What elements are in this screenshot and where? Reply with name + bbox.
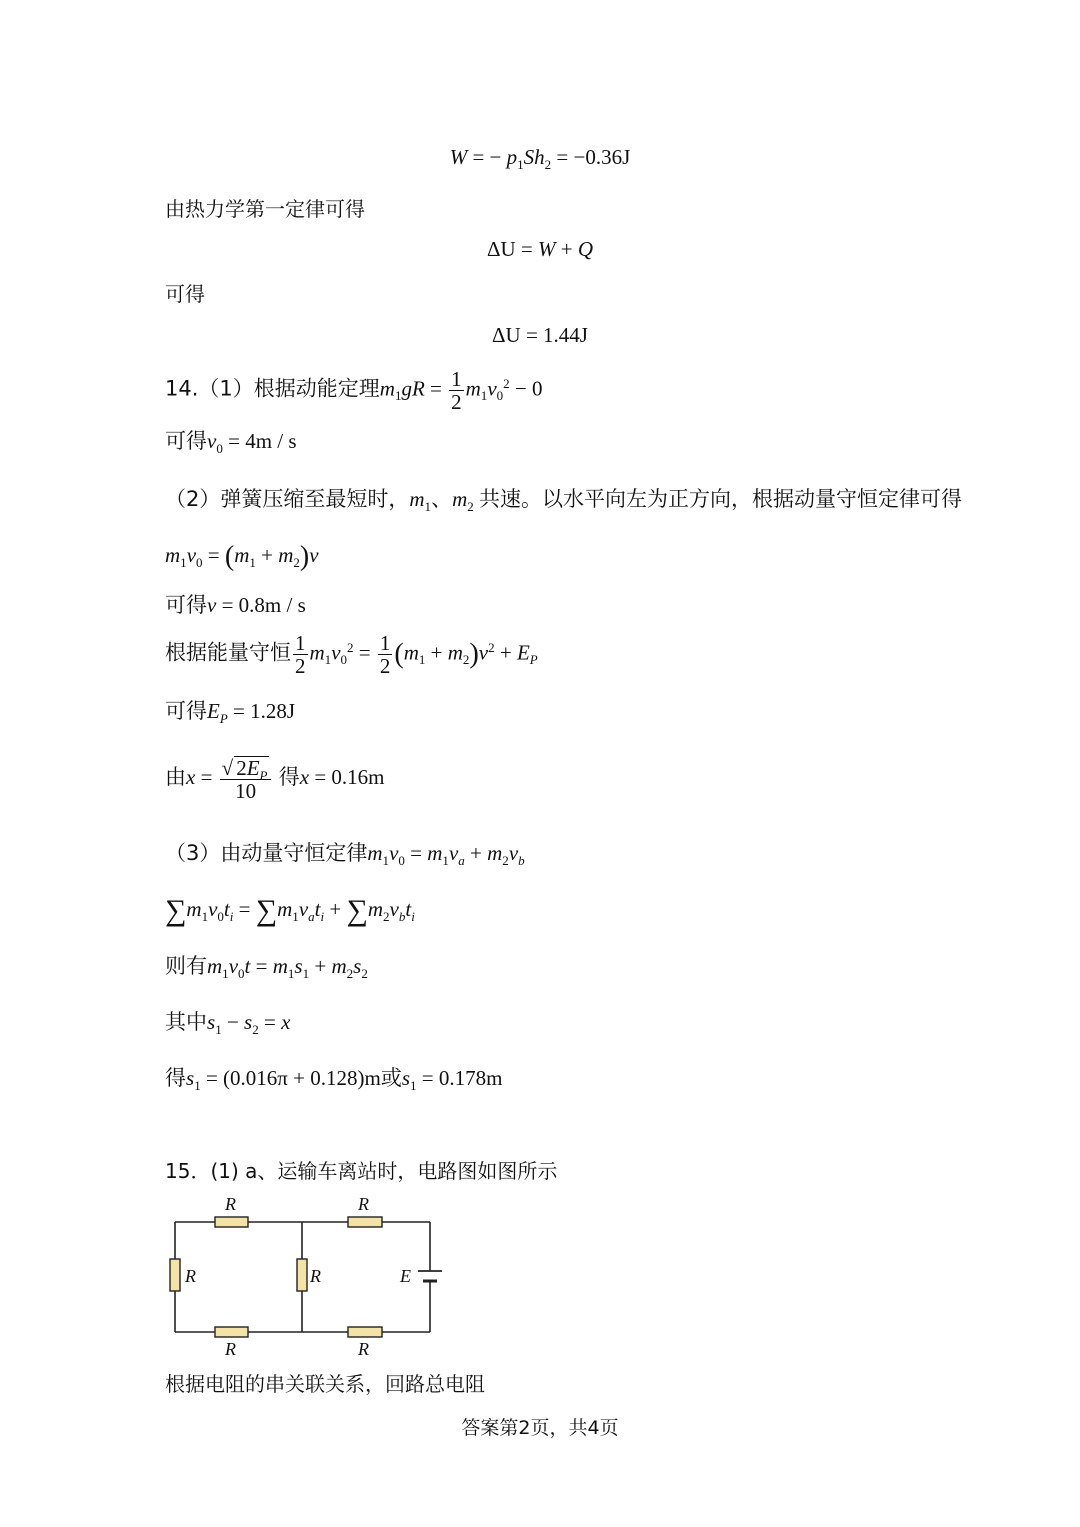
text-first-law-intro: 由热力学第一定律可得 bbox=[165, 197, 365, 221]
circuit-diagram bbox=[160, 1190, 460, 1365]
q14-v: 可得v = 0.8m / s bbox=[165, 593, 306, 617]
q14-sum-eq: $\sum m_1v_0t_i = \sum m_1v_at_i + \sum m_2v_bt_i$ bbox=[165, 894, 415, 927]
resistor-left bbox=[170, 1259, 180, 1291]
resistor-middle bbox=[297, 1259, 307, 1291]
resistor-bottom-left bbox=[215, 1327, 248, 1337]
q14-ep: 可得$E_P = 1.28J$ bbox=[165, 699, 296, 726]
text-kede: 可得 bbox=[165, 282, 205, 306]
resistor-top-left bbox=[215, 1217, 248, 1227]
q15-part1-text: 15．(1) a、运输车离站时，电路图如图所示 bbox=[165, 1159, 558, 1183]
q14-v0: 可得$v_0 = 4m / s$ bbox=[165, 429, 297, 456]
equation-work: W = − $p_1Sh_2 = -0.36J$ bbox=[449, 145, 631, 172]
q14-where: 其中$s_1 - s_2 = x$ bbox=[165, 1010, 291, 1037]
q14-x: 由x = $\frac{√ 2E_P}{10}$ 得x = 0.16m bbox=[165, 756, 385, 804]
q15-after-text: 根据电阻的串关联关系，回路总电阻 bbox=[165, 1372, 485, 1396]
q14-then: 则有$m_1v_0t = m_1s_1 + m_2s_2$ bbox=[165, 954, 368, 981]
equation-dU-result: ΔU = 1.44J bbox=[492, 323, 588, 347]
label-r-top-right: R bbox=[358, 1194, 369, 1214]
label-r-left: R bbox=[185, 1266, 196, 1286]
q14-momentum-eq: $m_1v_0 = (m_1 + m_2)v$ bbox=[165, 541, 319, 572]
label-r-bottom-left: R bbox=[225, 1339, 236, 1359]
q14-part3: （3）由动量守恒定律$m_1v_0 = m_1v_a + m_2v_b$ bbox=[165, 841, 525, 868]
q14-result: 得$s_1 = (0.016\pi + 0.128)m$或$s_1 = 0.178m$ bbox=[165, 1066, 503, 1093]
equation-first-law: ΔU = W + Q bbox=[486, 237, 594, 261]
label-r-middle: R bbox=[310, 1266, 321, 1286]
resistor-bottom-right bbox=[348, 1327, 382, 1337]
battery-icon bbox=[418, 1271, 442, 1281]
label-r-bottom-right: R bbox=[358, 1339, 369, 1359]
label-r-top-left: R bbox=[225, 1194, 236, 1214]
q14-energy-eq: 根据能量守恒 $\frac{1}{2}$ $m_1v_0^2$ = $\frac{1}{2}$ $(m_1 + m_2)v^2 + E_P$ bbox=[165, 631, 538, 679]
page-footer: 答案第2页，共4页 bbox=[461, 1417, 619, 1439]
resistor-top-right bbox=[348, 1217, 382, 1227]
q14-part1: 14.（1）根据动能定理$m_1gR$ = $\frac{1}{2}$ $m_1v_0^2 - 0$ bbox=[165, 367, 543, 415]
label-e: E bbox=[400, 1266, 411, 1286]
q14-part2-text: （2）弹簧压缩至最短时，$m_1$、$m_2$ 共速。以水平向左为正方向，根据动量守恒定律可得 bbox=[165, 487, 962, 514]
